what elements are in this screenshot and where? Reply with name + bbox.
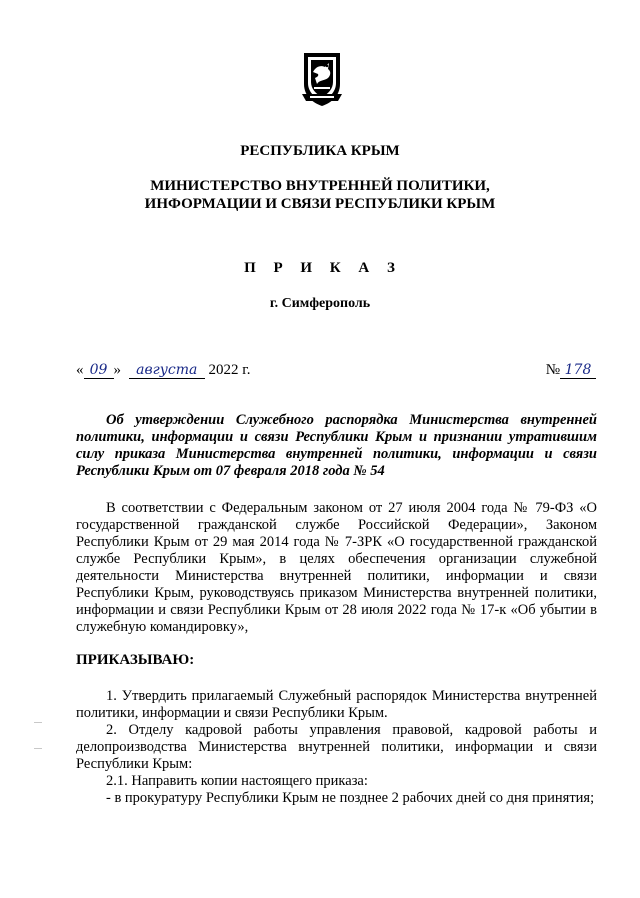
date-close-quote: » (113, 362, 121, 378)
date-open-quote: « (76, 362, 84, 378)
order-item: 1. Утвердить прилагаемый Служебный распорядок Министерства внутренней политики, информации и связи Республики Крым. (76, 688, 597, 721)
republic-name: РЕСПУБЛИКА КРЫМ (240, 143, 400, 159)
republic-of-crimea-coat-of-arms-icon (298, 50, 346, 108)
date-and-number-line (76, 362, 596, 384)
order-item: 2.1. Направить копии настоящего приказа: (106, 773, 368, 789)
preamble-paragraph: В соответствии с Федеральным законом от 27 июля 2004 года № 79-ФЗ «О государственной гражданской службе Российской Федерации», Законом Республики Крым от 29 мая 2014 года № 7-ЗРК «О государственной гражданской службе Республики Крым», в целях обеспечения организации служебной деятельности Министерства внутренней политики, информации и связи Республики Крым, руководствуясь приказом Министерства внутренней политики, информации и связи Республики Крым от 28 июля 2022 года № 17-к «Об убытии в служебную командировку», (76, 500, 597, 635)
document-date (76, 362, 250, 379)
number-prefix: № (545, 362, 560, 378)
scan-artifact (34, 722, 42, 723)
date-year: 2022 г. (208, 362, 251, 378)
date-day: 09 (84, 363, 114, 379)
ministry-name (0, 177, 640, 213)
order-declaration: ПРИКАЗЫВАЮ: (76, 652, 195, 668)
order-item: - в прокуратуру Республики Крым не позднее 2 рабочих дней со дня принятия; (106, 790, 595, 806)
ministry-name-line-2: ИНФОРМАЦИИ И СВЯЗИ РЕСПУБЛИКИ КРЫМ (144, 196, 496, 212)
scan-artifact (34, 748, 42, 749)
order-items (76, 688, 597, 807)
city: г. Симферополь (269, 296, 371, 311)
document-type-title: П Р И К А З (244, 260, 402, 276)
document-number (546, 362, 596, 379)
number-value: 178 (560, 363, 596, 379)
document-subject: Об утверждении Служебного распорядка Министерства внутренней политики, информации и связи Республики Крым и признании утратившим силу приказа Министерства внутренней политики, информации и связи Республики Крым от 07 февраля 2018 года № 54 (76, 412, 597, 479)
date-month: августа (129, 363, 205, 379)
ministry-name-line-1: МИНИСТЕРСТВО ВНУТРЕННЕЙ ПОЛИТИКИ, (150, 178, 490, 194)
order-item: 2. Отделу кадровой работы управления правовой, кадровой работы и делопроизводства Министерства внутренней политики, информации и связи Республики Крым: (76, 722, 597, 772)
